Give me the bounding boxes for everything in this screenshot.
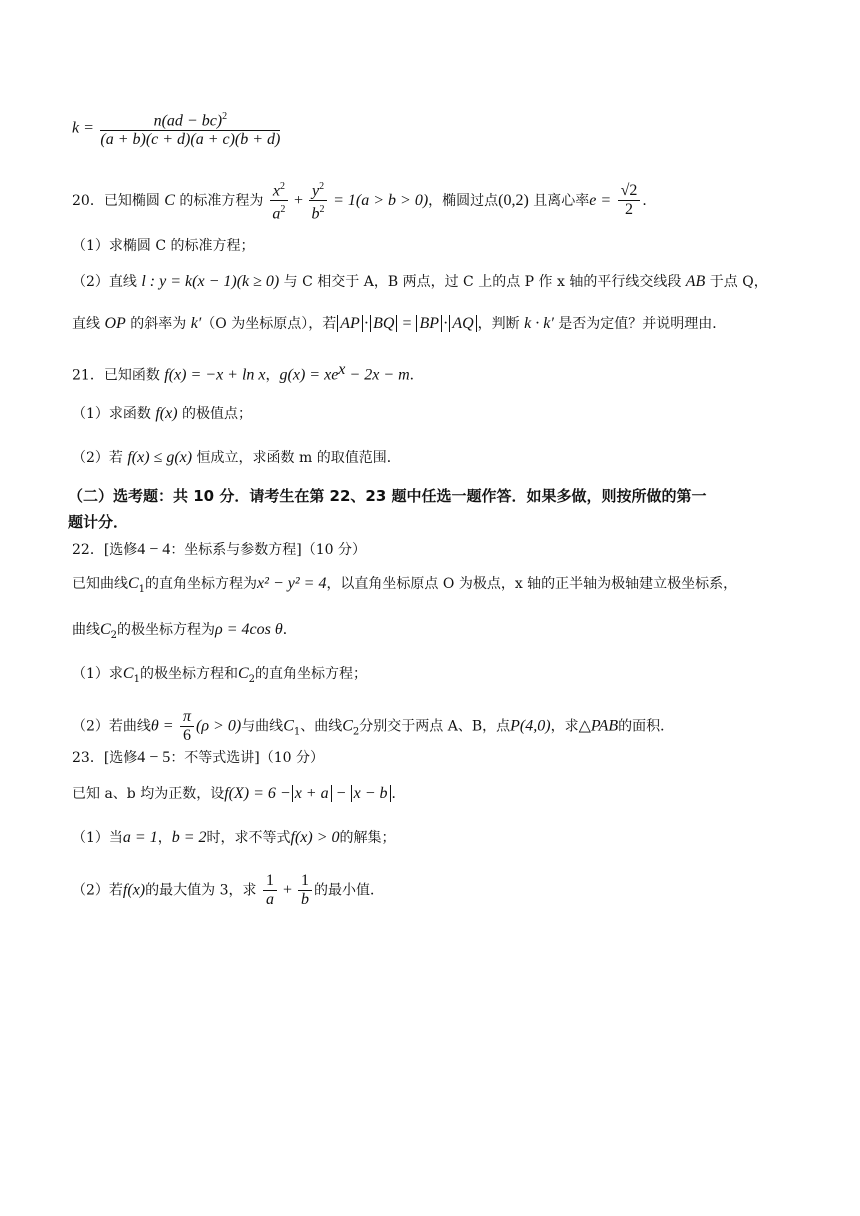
q22-title: 22．[选修4 − 4：坐标系与参数方程]（10 分） [72,541,367,558]
q20-part1: （1）求椭圆 C 的标准方程； [72,238,255,254]
one-over-a: $\frac{1}{a}$ [263,872,277,909]
q22-statement-line2: 曲线$C_2$的极坐标方程为ρ = 4cos θ． [72,621,297,641]
formula-k-denominator: (a + b)(c + d)(a + c)(b + d) [100,131,281,149]
ellipse-y-term: $\frac{y^2}{b^2}$ [309,178,327,224]
section2-line1: （二）选考题：共 10 分．请考生在第 22、23 题中任选一题作答．如果多做，则按所做的第一 [68,487,707,505]
q23-part2: （2）若f(x)的最大值为 3，求 $\frac{1}{a}$ + $\frac{1}{b}$ 的最小值． [72,872,384,908]
q21-part1: （1）求函数 f(x) 的极值点； [72,405,253,422]
eccentricity-fraction: $\frac{√2}{2}$ [618,182,641,219]
q22-part1: （1）求$C_1$的极坐标方程和$C_2$的直角坐标方程； [72,665,368,685]
formula-k-lhs: k = [72,119,94,137]
q23-title: 23．[选修4 − 5：不等式选讲]（10 分） [72,749,325,766]
q20-part2-line1: （2）直线 l : y = k(x − 1)(k ≥ 0) 与 C 相交于 A，B 两点，过 C 上的点 P 作 x 轴的平行线交线段 AB 于点 Q， [72,273,768,290]
formula-k-numerator: n(ad − bc) [153,112,223,130]
ellipse-x-term: $\frac{x^2}{a^2}$ [270,178,288,224]
q21-statement: 21．已知函数 f(x) = −x + ln x，$g(x) = xe^x - 2x - m$． [72,361,424,384]
formula-k [72,108,282,149]
pi-over-six: $\frac{\pi}{6}$ [180,708,194,745]
q20-statement: 20．已知椭圆 C 的标准方程为 $\frac{x^2}{a^2}$ + $\frac{y^2}{b^2}$ = 1(a > b > 0)，椭圆过点(0,2) 且离心率e = $\frac{√2}{2}$ ． [72,178,656,224]
q21-part2: （2）若 f(x) ≤ g(x) 恒成立，求函数 m 的取值范围． [72,449,401,466]
q23-statement: 已知 a、b 均为正数，设f(X) = 6 − x + a − x − b ． [72,785,406,802]
q22-part2: （2）若曲线θ = $\frac{\pi}{6}$ (ρ > 0)与曲线$C_1$、曲线$C_2$分别交于两点 A、B，点P(4,0)，求△PAB的面积． [72,708,675,744]
q22-statement-line1: 已知曲线$C_1$的直角坐标方程为x² − y² = 4，以直角坐标原点 O 为极点，x 轴的正半轴为极轴建立极坐标系， [72,575,738,595]
q23-part1: （1）当a = 1，b = 2时，求不等式f(x) > 0的解集； [72,829,396,846]
one-over-b: $\frac{1}{b}$ [298,872,312,909]
q20-part2-line2: 直线 OP 的斜率为 k′（O 为坐标原点），若 AP · BQ = BP · AQ ，判断 k · k′ 是否为定值？并说明理由． [72,315,727,332]
formula-k-fraction: $\frac{n(ad - bc)^2}{(a + b)(c + d)(a + c)(b + d)}$ [100,108,280,149]
section2-line2: 题计分． [68,513,129,531]
